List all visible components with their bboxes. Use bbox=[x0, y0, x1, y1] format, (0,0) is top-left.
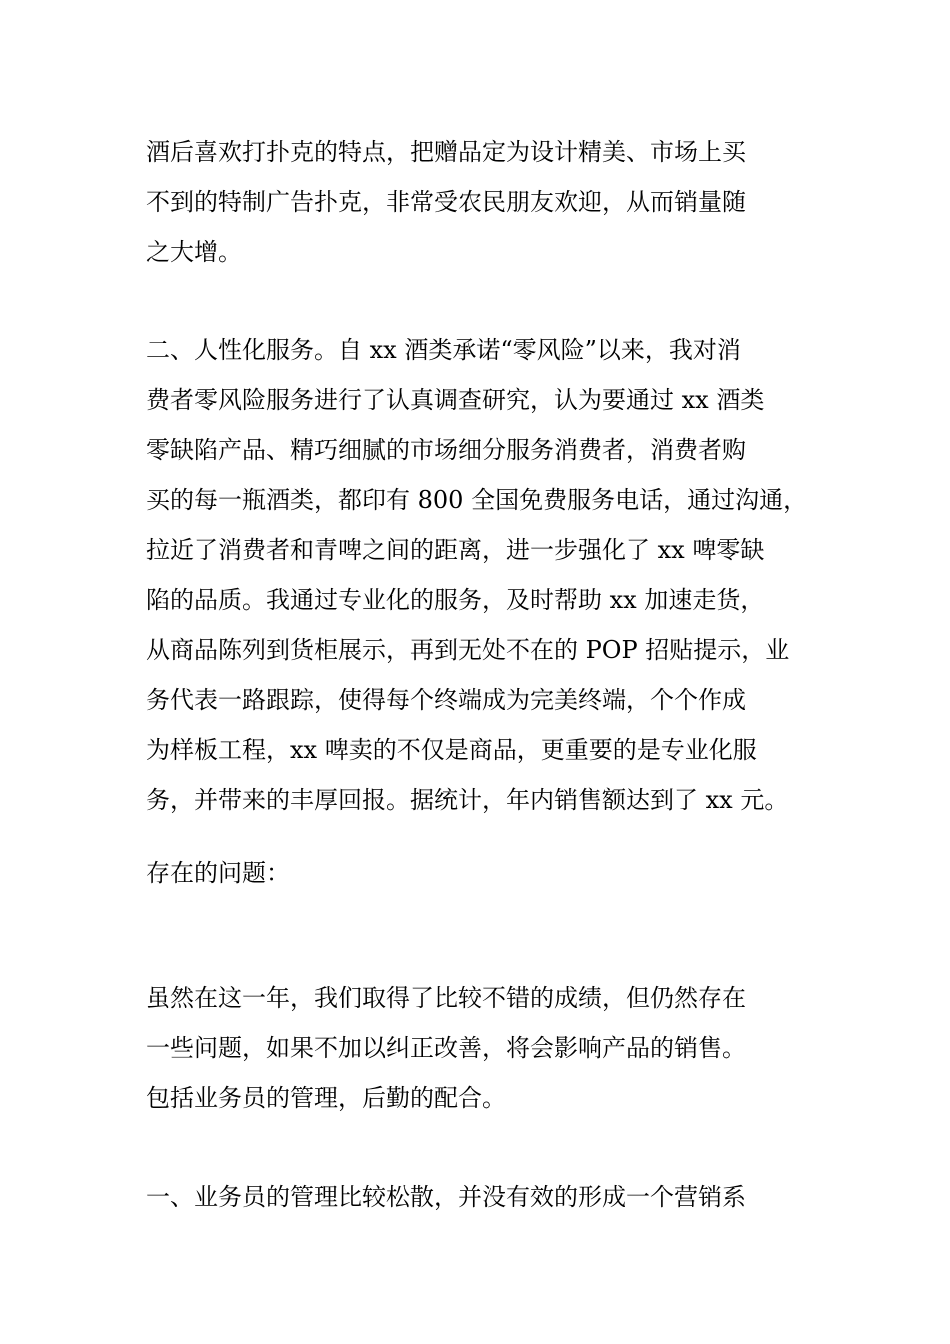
paragraph-gift-strategy bbox=[146, 127, 826, 277]
paragraph-staff-management bbox=[146, 1172, 826, 1222]
text-line: 之大增。 bbox=[146, 238, 242, 266]
text-line: 存在的问题： bbox=[146, 859, 290, 887]
text-line: 二、人性化服务。自 xx 酒类承诺“零风险”以来，我对消 bbox=[146, 336, 741, 364]
text-line: 不到的特制广告扑克，非常受农民朋友欢迎，从而销量随 bbox=[146, 188, 746, 216]
text-line: 一、业务员的管理比较松散，并没有效的形成一个营销系 bbox=[146, 1183, 746, 1211]
text-line: 费者零风险服务进行了认真调查研究，认为要通过 xx 酒类 bbox=[146, 386, 765, 414]
text-line: 零缺陷产品、精巧细腻的市场细分服务消费者，消费者购 bbox=[146, 436, 746, 464]
text-line: 包括业务员的管理，后勤的配合。 bbox=[146, 1084, 506, 1112]
text-line: 酒后喜欢打扑克的特点，把赠品定为设计精美、市场上买 bbox=[146, 138, 746, 166]
text-line: 买的每一瓶酒类，都印有 800 全国免费服务电话，通过沟通， bbox=[146, 486, 808, 514]
text-line: 拉近了消费者和青啤之间的距离，进一步强化了 xx 啤零缺 bbox=[146, 536, 765, 564]
text-line: 从商品陈列到货柜展示，再到无处不在的 POP 招贴提示，业 bbox=[146, 636, 790, 664]
text-line: 一些问题，如果不加以纠正改善，将会影响产品的销售。 bbox=[146, 1034, 746, 1062]
text-line: 陷的品质。我通过专业化的服务，及时帮助 xx 加速走货， bbox=[146, 586, 765, 614]
text-line: 务，并带来的丰厚回报。据统计，年内销售额达到了 xx 元。 bbox=[146, 786, 789, 814]
text-line: 虽然在这一年，我们取得了比较不错的成绩，但仍然存在 bbox=[146, 984, 746, 1012]
text-line: 为样板工程，xx 啤卖的不仅是商品，更重要的是专业化服 bbox=[146, 736, 757, 764]
section-heading-problems bbox=[146, 848, 826, 898]
paragraph-problems-intro bbox=[146, 973, 826, 1123]
text-line: 务代表一路跟踪，使得每个终端成为完美终端，个个作成 bbox=[146, 686, 746, 714]
paragraph-humanized-service bbox=[146, 325, 826, 825]
